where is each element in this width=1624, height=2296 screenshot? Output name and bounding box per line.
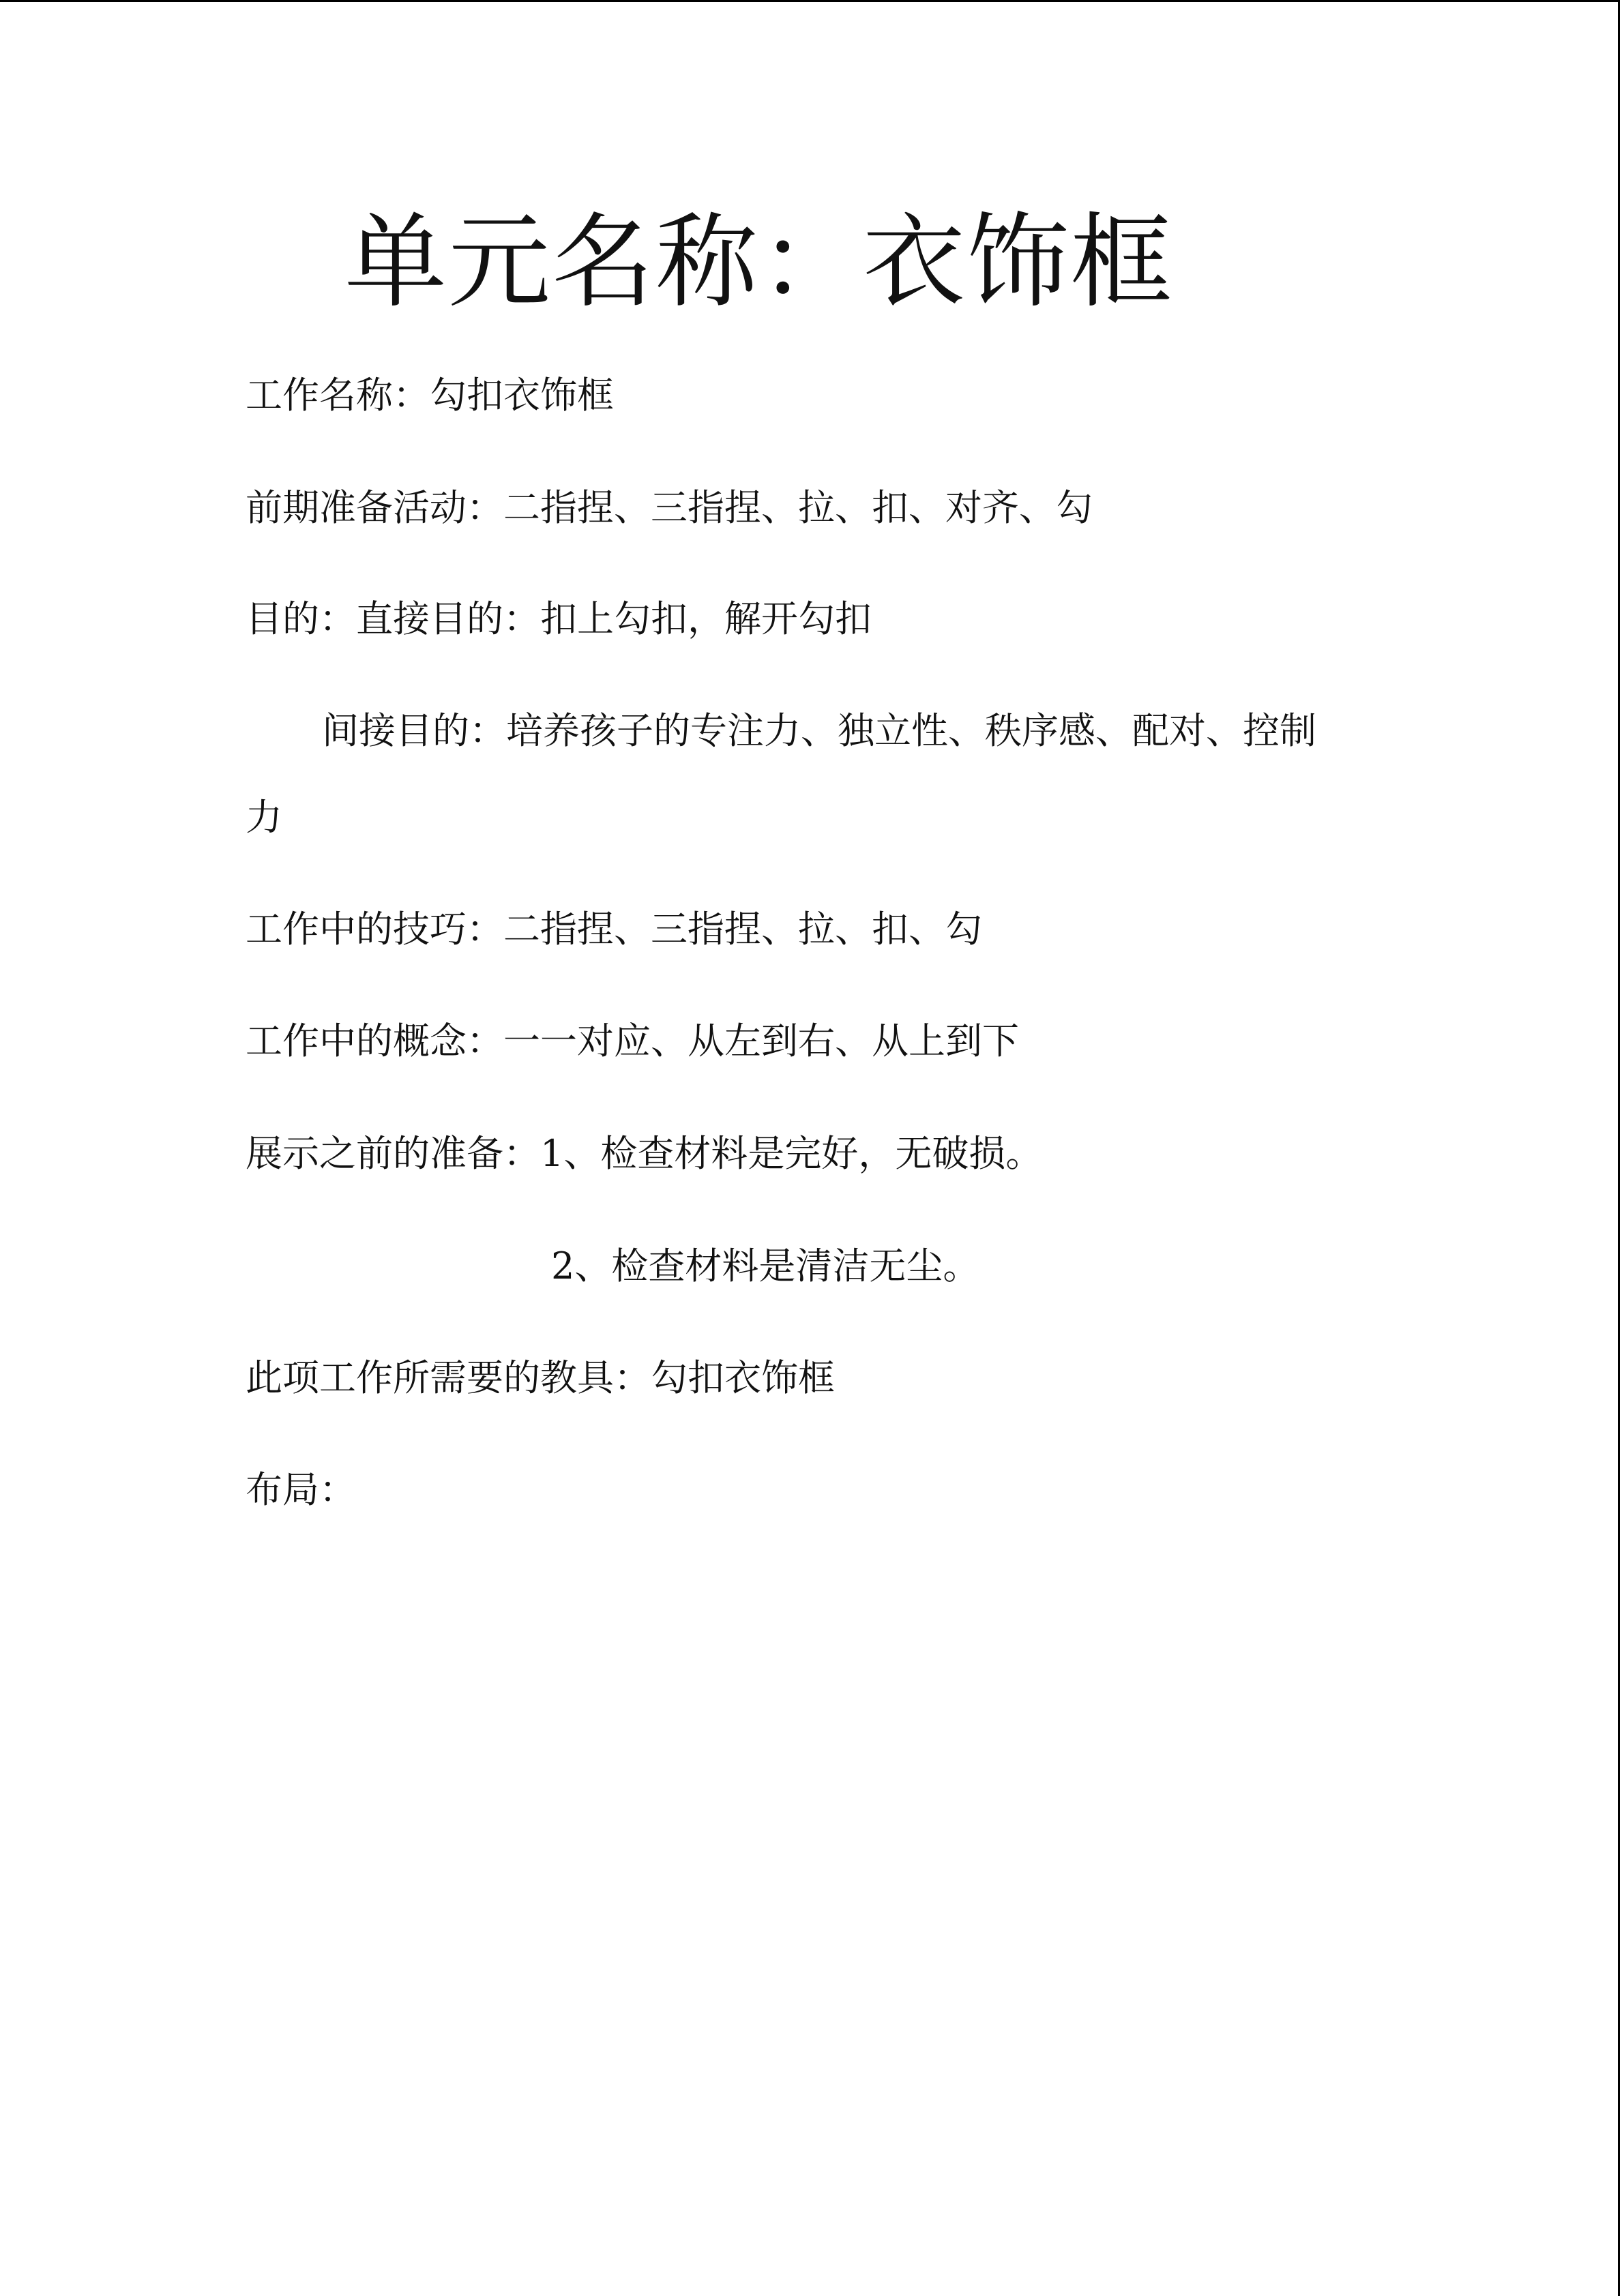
indirect-purpose-line: 间接目的：培养孩子的专注力、独立性、秩序感、配对、控制: [322, 709, 1316, 752]
work-skills-line: 工作中的技巧：二指捏、三指捏、拉、扣、勾: [246, 908, 982, 951]
pre-demo-preparation-item-2: 2、检查材料是清洁无尘。: [551, 1244, 980, 1287]
preparation-activities-line: 前期准备活动：二指捏、三指捏、拉、扣、对齐、勾: [246, 486, 1093, 529]
pre-demo-preparation-line: 展示之前的准备：1、检查材料是完好，无破损。: [246, 1132, 1043, 1175]
required-materials-line: 此项工作所需要的教具：勾扣衣饰框: [246, 1356, 835, 1399]
work-name-line: 工作名称：勾扣衣饰框: [246, 374, 614, 417]
page-title: 单元名称：衣饰框: [344, 203, 1175, 322]
direct-purpose-line: 目的：直接目的：扣上勾扣，解开勾扣: [246, 597, 872, 640]
layout-line: 布局：: [246, 1468, 356, 1511]
work-concepts-line: 工作中的概念：一一对应、从左到右、从上到下: [246, 1019, 1019, 1062]
indirect-purpose-continuation: 力: [246, 796, 282, 839]
